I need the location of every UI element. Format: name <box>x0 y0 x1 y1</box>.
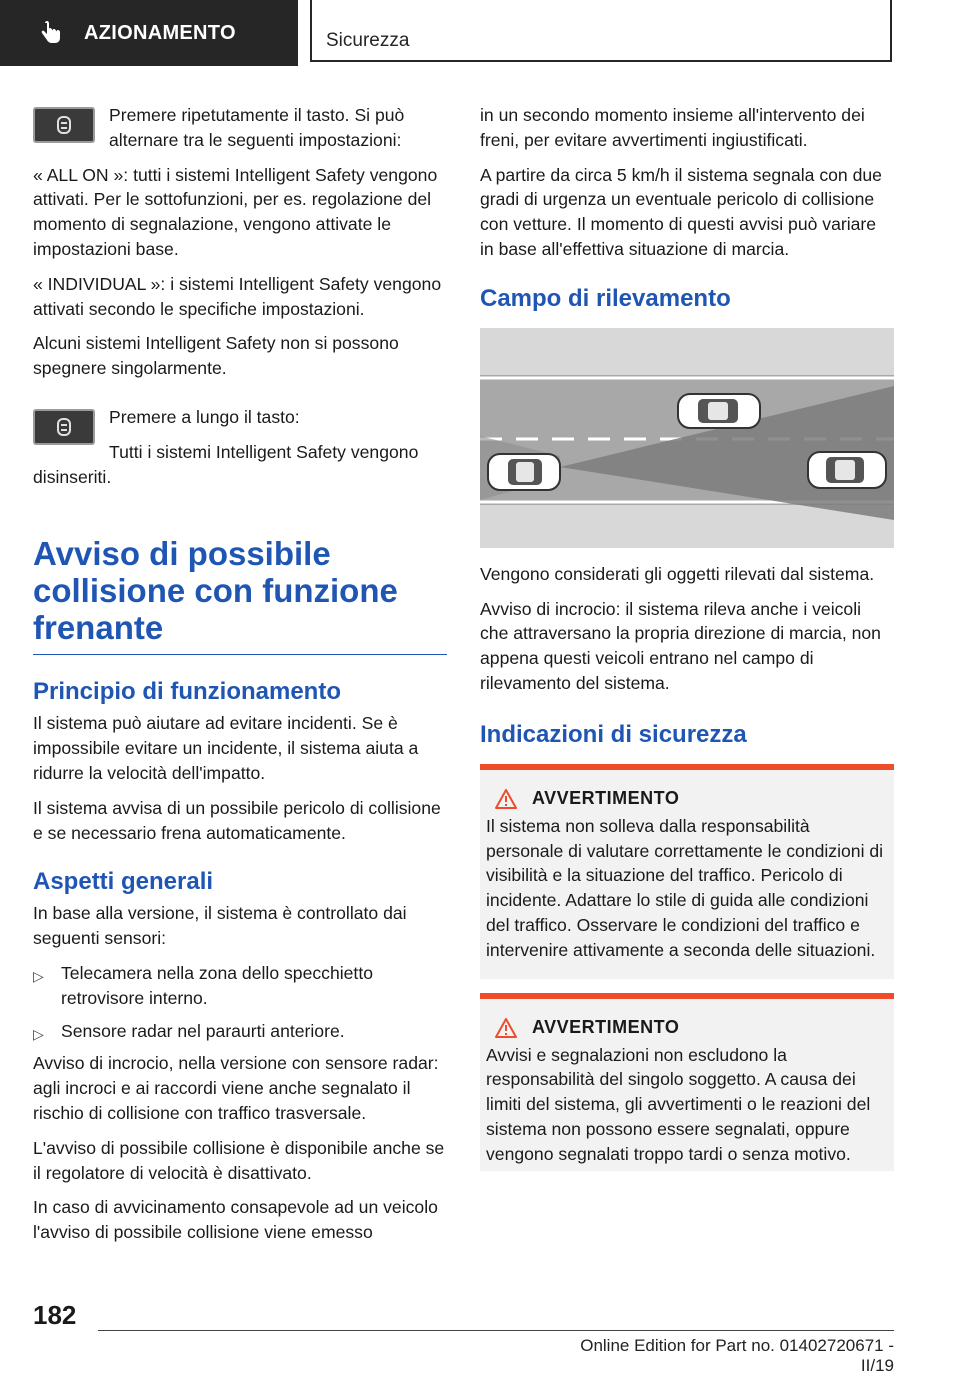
paragraph-press-repeat: Premere ripetutamente il tasto. Si può alternare tra le seguenti impostazioni: <box>109 105 405 150</box>
chapter-label: AZIONAMENTO <box>84 21 236 44</box>
heading-principle: Principio di funzionamento <box>33 678 341 706</box>
heading-general: Aspetti generali <box>33 868 214 896</box>
section-header <box>310 0 892 62</box>
paragraph-press-long: Premere a lungo il tasto: <box>109 406 300 427</box>
hand-pointer-icon <box>38 20 64 46</box>
warning-text: Il sistema non solleva dalla responsabilità personale di valutare correttamente le condizioni di visibilità e la situazione del traffico. Pericolo di incidente. Adattare lo stile di guida alle condizioni del traffico. Osservare le condizioni del traffico e intervenire attivamente a seconda delle situazioni. <box>486 815 884 960</box>
paragraph-available: L'avviso di possibile collisione è disponibile anche se il regolatore di velocità è disattivato. <box>33 1137 445 1183</box>
road-illustration <box>480 328 894 548</box>
warning-text: Avvisi e segnalazioni non escludono la responsabilità del singolo soggetto. A causa dei limiti del sistema, gli avvertimenti o le reazioni del sistema non possono essere segnalati, oppure vengono segnalati troppo tardi o senza motivo. <box>486 1044 871 1164</box>
paragraph-approach: In caso di avvicinamento consapevole ad un veicolo l'avviso di possibile collisione viene emesso <box>33 1197 438 1243</box>
triangle-bullet-icon: ▷ <box>33 1025 44 1042</box>
heading-detection-range: Campo di rilevamento <box>480 284 731 312</box>
paragraph-cross-detection: Avviso di incrocio: il sistema rileva anche i veicoli che attraversano la propria direzione di marcia, non appena questi veicoli entrano nel campo di rilevamento del sistema. <box>480 598 881 693</box>
list-item: ▷ Telecamera nella zona dello specchietto retrovisore interno. <box>33 962 373 1008</box>
sensor-list <box>33 961 447 1043</box>
right-column <box>480 103 894 1185</box>
paragraph-individual: « INDIVIDUAL »: i sistemi Intelligent Safety vengono attivati secondo le specifiche impostazioni. <box>33 273 442 319</box>
paragraph-continued: in un secondo momento insieme all'intervento dei freni, per evitare avvertimenti ingiustificati. <box>480 105 865 150</box>
paragraph-speed: A partire da circa 5 km/h il sistema segnala con due gradi di urgenza un eventuale pericolo di collisione con vetture. Il momento di questi avvisi può variare in base all'effettiva situazione di marcia. <box>480 164 882 259</box>
warning-triangle-icon <box>494 1017 518 1039</box>
edition-text: Online Edition for Part no. 01402720671 - II/19 <box>580 1336 894 1375</box>
paragraph-cross-warning: Avviso di incrocio, nella versione con sensore radar: agli incroci e ai raccordi viene anche segnalato il rischio di collisione con traffico trasversale. <box>33 1053 439 1123</box>
warning-box-1 <box>480 764 894 979</box>
main-heading: Avviso di possibile collisione con funzione frenante <box>33 535 447 655</box>
footer-divider <box>98 1330 894 1331</box>
car-icon <box>678 394 760 428</box>
chapter-tab <box>0 0 298 66</box>
heading-safety: Indicazioni di sicurezza <box>480 720 747 748</box>
paragraph-principle-1: Il sistema può aiutare ad evitare incidenti. Se è impossibile evitare un incidente, il sistema aiuta a ridurre la velocità dell'impatto. <box>33 713 419 783</box>
safety-button-icon <box>33 107 95 143</box>
paragraph-principle-2: Il sistema avvisa di un possibile pericolo di collisione e se necessario frena automaticamente. <box>33 797 441 843</box>
paragraph-objects: Vengono considerati gli oggetti rilevati dal sistema. <box>480 563 875 584</box>
paragraph-all-on: « ALL ON »: tutti i sistemi Intelligent Safety vengono attivati. Per le sottofunzioni, per es. regolazione del momento di segnalazione, vengono attivate le impostazioni base. <box>33 164 438 259</box>
warning-title: AVVERTIMENTO <box>532 788 680 809</box>
section-label: Sicurezza <box>326 30 410 51</box>
list-item: ▷ Sensore radar nel paraurti anteriore. <box>33 1019 447 1044</box>
left-column <box>33 103 447 1255</box>
safety-button-icon-2 <box>33 409 95 445</box>
paragraph-not-switchable: Alcuni sistemi Intelligent Safety non si possono spegnere singolarmente. <box>33 333 399 379</box>
car-icon <box>488 454 560 490</box>
detection-range-illustration <box>480 328 894 548</box>
warning-box-2 <box>480 993 894 1171</box>
paragraph-all-off: Tutti i sistemi Intelligent Safety vengono disinseriti. <box>33 441 419 487</box>
triangle-bullet-icon: ▷ <box>33 967 44 984</box>
warning-triangle-icon <box>494 788 518 810</box>
page-number: 182 <box>33 1300 77 1330</box>
paragraph-general: In base alla versione, il sistema è controllato dai seguenti sensori: <box>33 903 407 949</box>
warning-title: AVVERTIMENTO <box>532 1017 680 1038</box>
car-icon <box>808 452 886 488</box>
